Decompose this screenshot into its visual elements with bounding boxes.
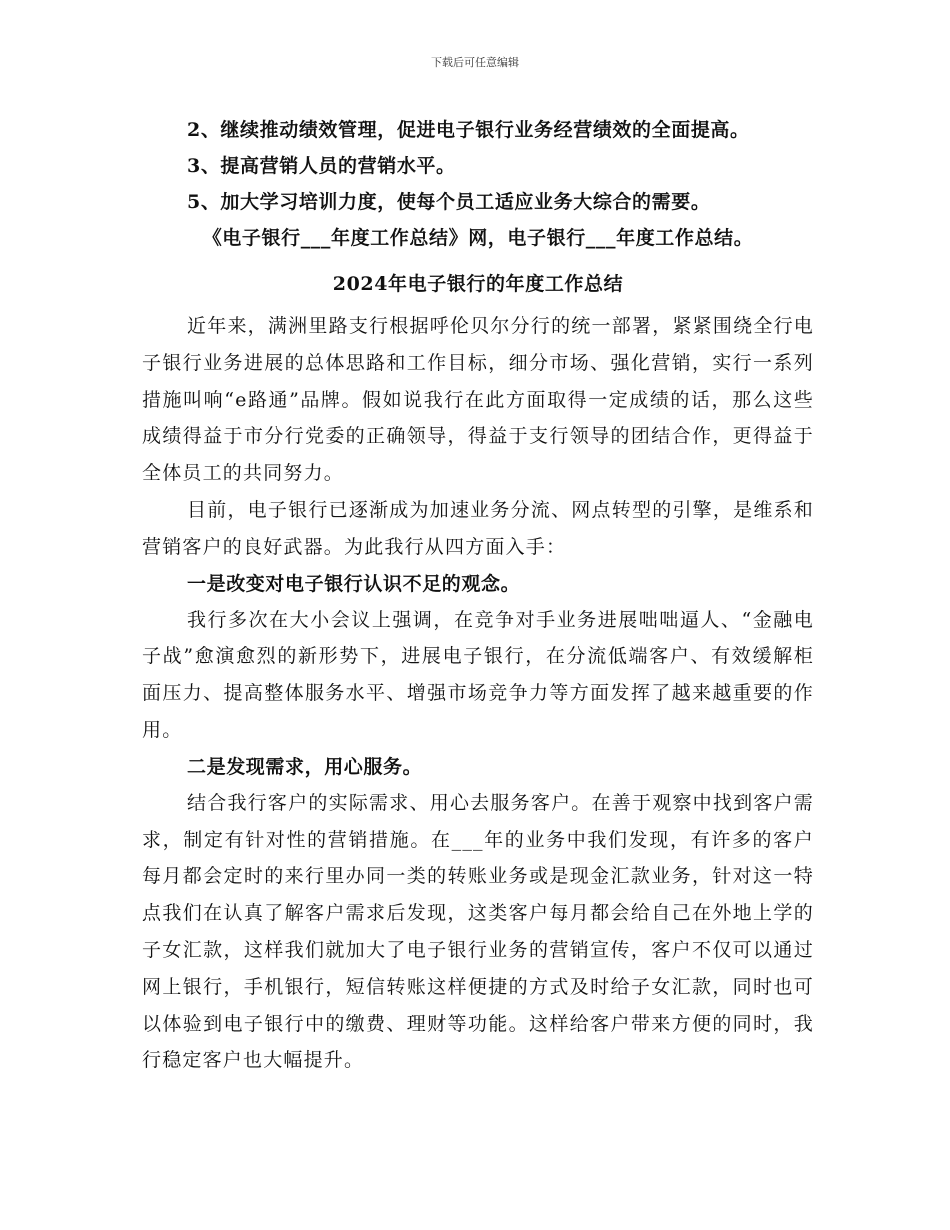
paragraph: 目前，电子银行已逐渐成为加速业务分流、网点转型的引擎，是维系和营销客户的良好武器。为此我行从四方面入手： [142, 498, 814, 558]
paragraph: 结合我行客户的实际需求、用心去服务客户。在善于观察中找到客户需求，制定有针对性的营销措施。在___年的业务中我们发现，有许多的客户每月都会定时的来行里办同一类的转账业务或是现金汇款业务，针对这一特点我们在认真了解客户需求后发现，这类客户每月都会给自己在外地上学的子女汇款，这样我们就加大了电子银行业务的营销宣传，客户不仅可以通过网上银行，手机银行，短信转账这样便捷的方式及时给子女汇款，同时也可以体验到电子银行中的缴费、理财等功能。这样给客户带来方便的同时，我行稳定客户也大幅提升。 [142, 791, 814, 1072]
list-item: 2、继续推动绩效管理，促进电子银行业务经营绩效的全面提高。 [187, 119, 750, 141]
section-heading: 一是改变对电子银行认识不足的观念。 [187, 572, 521, 595]
document-title: 2024年电子银行的年度工作总结 [332, 273, 624, 295]
page-header: 下载后可任意编辑 [431, 56, 519, 69]
document-body [142, 112, 814, 1079]
list-item: 5、加大学习培训力度，使每个员工适应业务大综合的需要。 [187, 191, 711, 213]
paragraph: 我行多次在大小会议上强调，在竞争对手业务进展咄咄逼人、“金融电子战”愈演愈烈的新形势下，进展电子银行，在分流低端客户、有效缓解柜面压力、提高整体服务水平、增强市场竞争力等方面发挥了越来越重要的作用。 [142, 608, 814, 741]
list-item: 3、提高营销人员的营销水平。 [187, 155, 456, 177]
paragraph: 近年来，满洲里路支行根据呼伦贝尔分行的统一部署，紧紧围绕全行电子银行业务进展的总体思路和工作目标，细分市场、强化营销，实行一系列措施叫响“e路通”品牌。假如说我行在此方面取得一定成绩的话，那么这些成绩得益于市分行党委的正确领导，得益于支行领导的团结合作，更得益于全体员工的共同努力。 [142, 315, 814, 485]
section-heading: 二是发现需求，用心服务。 [187, 755, 423, 778]
source-line: 《电子银行___年度工作总结》网，电子银行___年度工作总结。 [202, 227, 754, 249]
